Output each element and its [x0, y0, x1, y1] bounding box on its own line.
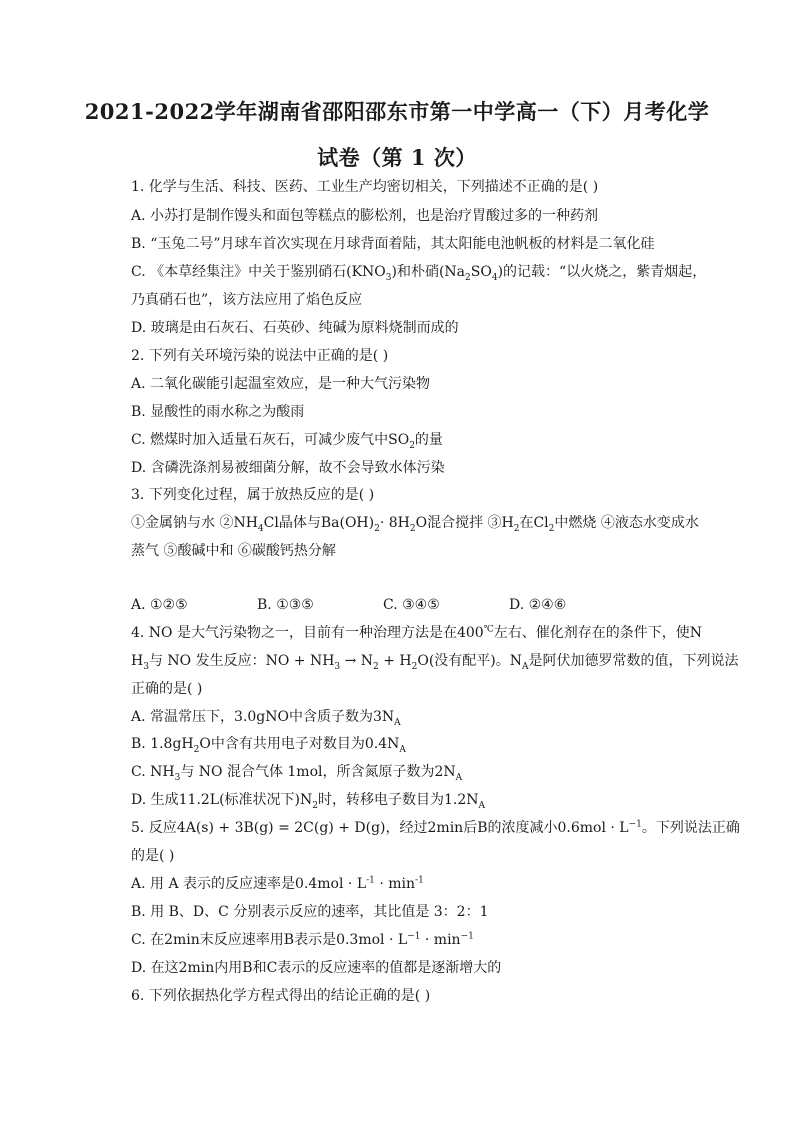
q4-stem-line-1: 4. NO 是大气污染物之一，目前有一种治理方法是在400℃左右、催化剂存在的条件下，使N: [131, 624, 703, 641]
q5-option-d: D. 在这2min内用B和C表示的反应速率的值都是逐渐增大的: [131, 960, 502, 976]
q2-option-c: C. 燃煤时加入适量石灰石，可减少废气中$SO_2$的量: [131, 432, 443, 451]
page-title-line-2: 试卷（第 1 次）: [317, 145, 477, 170]
q5-stem-line-1: 5. 反应4A(s) + 3B(g) = 2C(g) + D(g)，经过2min后B的浓度减小$0.6mol \cdot L^{-1}$。下列说法正确: [131, 819, 740, 836]
q3-option-a: A. ①②⑤: [131, 597, 188, 613]
q5-option-b: B. 用 B、D、C 分别表示反应的速率，其比值是 3：2：1: [131, 904, 489, 920]
q3-items-line-1: ①金属钠与水 $②NH_4Cl$晶体与$Ba(OH)_2\cdot 8H_2O$混合搅拌 $③H_2$在$Cl_2$中燃烧 ④液态水变成水: [131, 515, 699, 534]
q5-option-c: C. 在2min末反应速率用B表示是$0.3mol \cdot L^{-1} \cdot \min^{-1}$: [131, 931, 474, 948]
q2-option-d: D. 含磷洗涤剂易被细菌分解，故不会导致水体污染: [131, 460, 445, 476]
q3-option-b: B. ①③⑤: [257, 597, 314, 613]
q3-options: [131, 596, 635, 614]
q1-option-a: A. 小苏打是制作馒头和面包等糕点的膨松剂，也是治疗胃酸过多的一种药剂: [131, 208, 599, 224]
q3-option-d: D. ②④⑥: [509, 597, 567, 613]
q4-stem-line-2: $H_3$与 NO 发生反应：NO + $NH_3 \to N_2 + H_2O$(没有配平)。$N_A$是阿伏加德罗常数的值，下列说法: [131, 653, 739, 672]
q2-option-a: A. 二氧化碳能引起温室效应，是一种大气污染物: [131, 376, 431, 392]
q1-option-b: B. “玉兔二号”月球车首次实现在月球背面着陆，其太阳能电池帆板的材料是二氧化硅: [131, 236, 655, 252]
q1-option-d: D. 玻璃是由石灰石、石英砂、纯碱为原料烧制而成的: [131, 320, 459, 336]
q5-option-a: A. 用 A 表示的反应速率是$0.4mol \cdot L^{-1} \cdot \min^{-1}$: [131, 875, 424, 892]
q2-option-b: B. 显酸性的雨水称之为酸雨: [131, 404, 305, 420]
q4-option-c: C. $NH_3$与 NO 混合气体 1mol，所含氮原子数为$2N_A$: [131, 764, 463, 783]
q1-option-c-line-1: C. 《本草经集注》中关于鉴别硝石$(KNO_3)$和朴硝$(Na_2SO_4)$的记载：“以火烧之，紫青烟起，: [131, 264, 707, 283]
q4-stem-line-3: 正确的是( ): [131, 681, 203, 697]
q3-option-c: C. ③④⑤: [383, 597, 440, 613]
q4-option-b: B. $1.8gH_2O$中含有共用电子对数目为$0.4N_A$: [131, 736, 406, 755]
q6-stem: 6. 下列依据热化学方程式得出的结论正确的是( ): [131, 988, 431, 1004]
page-title-line-1: 2021-2022学年湖南省邵阳邵东市第一中学高一（下）月考化学: [84, 99, 710, 124]
q2-stem: 2. 下列有关环境污染的说法中正确的是( ): [131, 348, 389, 364]
q3-items-line-2: 蒸气 ⑤酸碱中和 ⑥碳酸钙热分解: [131, 543, 336, 559]
q3-stem: 3. 下列变化过程，属于放热反应的是( ): [131, 487, 375, 503]
q1-option-c-line-2: 乃真硝石也”，该方法应用了焰色反应: [131, 292, 363, 308]
q1-stem: 1. 化学与生活、科技、医药、工业生产均密切相关，下列描述不正确的是( ): [131, 179, 599, 195]
q4-option-d: D. 生成11.2L(标准状况下)$N_2$时，转移电子数目为$1.2N_A$: [131, 792, 486, 811]
q4-option-a: A. 常温常压下，3.0gNO中含质子数为$3N_A$: [131, 709, 401, 728]
q5-stem-line-2: 的是( ): [131, 848, 175, 864]
